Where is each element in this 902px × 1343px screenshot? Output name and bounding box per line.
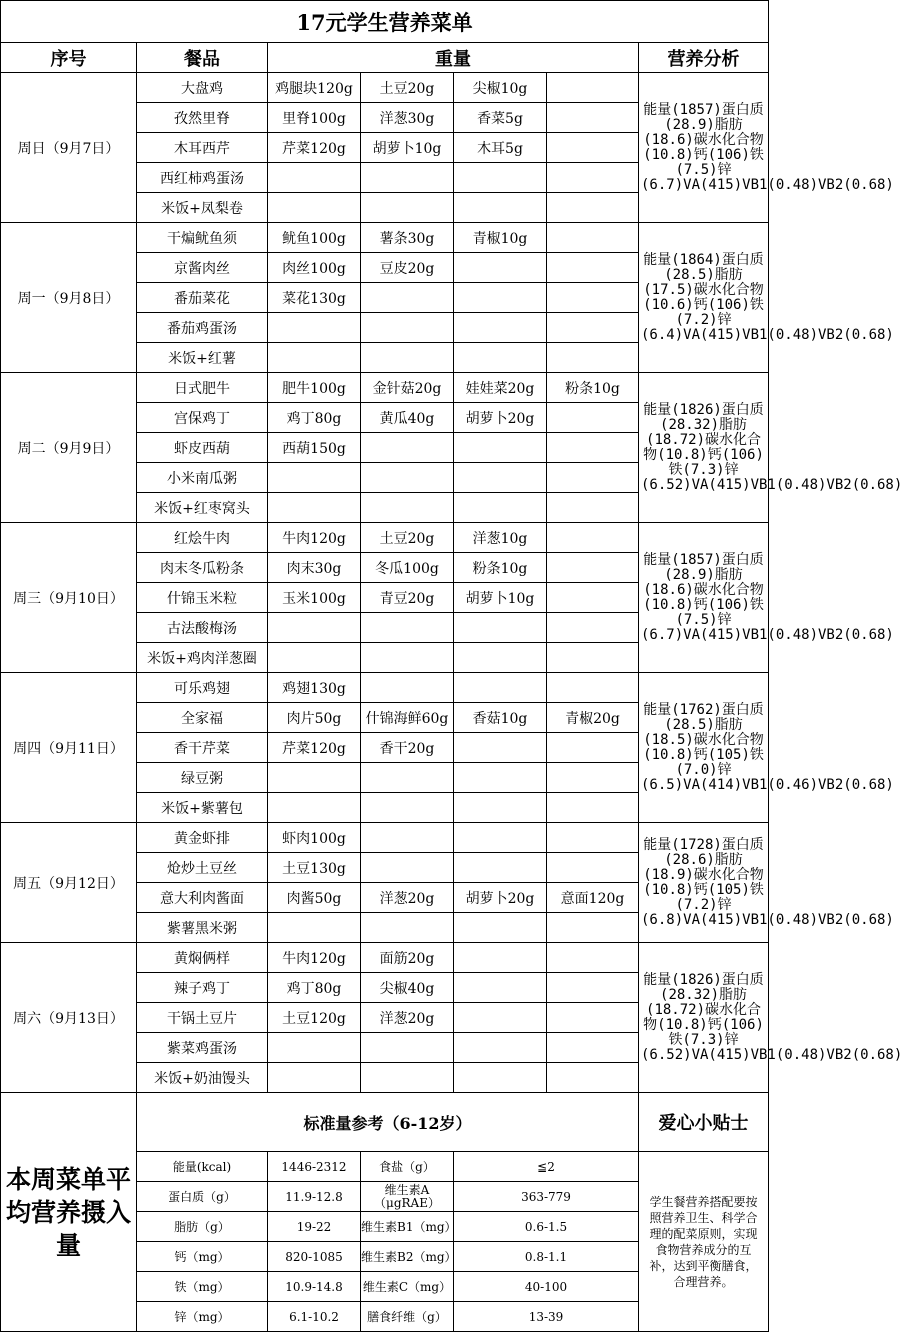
ingredient-weight bbox=[547, 403, 639, 433]
ingredient-weight bbox=[547, 313, 639, 343]
ingredient-weight bbox=[268, 463, 361, 493]
ingredient-weight: 肥牛100g bbox=[268, 373, 361, 403]
ingredient-weight bbox=[454, 613, 547, 643]
ingredient-weight bbox=[361, 283, 454, 313]
day-label: 周五（9月12日） bbox=[1, 823, 137, 943]
ingredient-weight: 肉酱50g bbox=[268, 883, 361, 913]
ingredient-weight bbox=[361, 343, 454, 373]
ingredient-weight bbox=[547, 643, 639, 673]
ingredient-weight bbox=[547, 823, 639, 853]
ingredient-weight bbox=[547, 73, 639, 103]
ingredient-weight bbox=[268, 493, 361, 523]
ingredient-weight: 胡萝卜10g bbox=[361, 133, 454, 163]
ingredient-weight bbox=[361, 673, 454, 703]
ingredient-weight bbox=[268, 1033, 361, 1063]
ingredient-weight bbox=[547, 943, 639, 973]
ingredient-weight: 土豆20g bbox=[361, 73, 454, 103]
menu-row bbox=[1, 223, 769, 253]
nutrient-name: 钙（mg） bbox=[137, 1242, 268, 1272]
ingredient-weight: 豆皮20g bbox=[361, 253, 454, 283]
dish-name: 米饭+奶油馒头 bbox=[137, 1063, 268, 1093]
nutrient-range: 6.1-10.2 bbox=[268, 1302, 361, 1332]
ingredient-weight: 粉条10g bbox=[454, 553, 547, 583]
ingredient-weight: 鱿鱼100g bbox=[268, 223, 361, 253]
ingredient-weight bbox=[547, 343, 639, 373]
ingredient-weight bbox=[268, 793, 361, 823]
ingredient-weight bbox=[454, 943, 547, 973]
nutrition-analysis: 能量(1826)蛋白质(28.32)脂肪(18.72)碳水化合物(10.8)钙(106)铁(7.3)锌(6.52)VA(415)VB1(0.48)VB2(0.68) bbox=[639, 943, 769, 1093]
ingredient-weight: 土豆20g bbox=[361, 523, 454, 553]
ingredient-weight bbox=[361, 913, 454, 943]
ingredient-weight: 尖椒40g bbox=[361, 973, 454, 1003]
ingredient-weight: 冬瓜100g bbox=[361, 553, 454, 583]
standard-reference-title: 标准量参考（6-12岁） bbox=[137, 1093, 639, 1152]
ingredient-weight bbox=[547, 1033, 639, 1063]
nutrient-name: 维生素B2（mg） bbox=[361, 1242, 454, 1272]
ingredient-weight: 面筋20g bbox=[361, 943, 454, 973]
ingredient-weight: 香干20g bbox=[361, 733, 454, 763]
ingredient-weight bbox=[547, 103, 639, 133]
ingredient-weight bbox=[547, 253, 639, 283]
nutrient-range: ≦2 bbox=[454, 1152, 639, 1182]
ingredient-weight bbox=[454, 463, 547, 493]
ingredient-weight: 虾肉100g bbox=[268, 823, 361, 853]
nutrient-name: 膳食纤维（g） bbox=[361, 1302, 454, 1332]
dish-name: 肉末冬瓜粉条 bbox=[137, 553, 268, 583]
ingredient-weight: 牛肉120g bbox=[268, 943, 361, 973]
menu-row bbox=[1, 673, 769, 703]
ingredient-weight bbox=[454, 283, 547, 313]
ingredient-weight bbox=[454, 673, 547, 703]
ingredient-weight: 玉米100g bbox=[268, 583, 361, 613]
ingredient-weight: 西葫150g bbox=[268, 433, 361, 463]
ingredient-weight bbox=[547, 1063, 639, 1093]
ingredient-weight: 胡萝卜20g bbox=[454, 883, 547, 913]
dish-name: 番茄鸡蛋汤 bbox=[137, 313, 268, 343]
dish-name: 意大利肉酱面 bbox=[137, 883, 268, 913]
menu-row bbox=[1, 523, 769, 553]
ingredient-weight bbox=[547, 913, 639, 943]
ingredient-weight bbox=[547, 493, 639, 523]
ingredient-weight: 青豆20g bbox=[361, 583, 454, 613]
menu-row bbox=[1, 943, 769, 973]
ingredient-weight bbox=[454, 1033, 547, 1063]
dish-name: 古法酸梅汤 bbox=[137, 613, 268, 643]
ingredient-weight bbox=[361, 763, 454, 793]
ingredient-weight: 土豆120g bbox=[268, 1003, 361, 1033]
nutrition-analysis: 能量(1857)蛋白质(28.9)脂肪(18.6)碳水化合物(10.8)钙(106)铁(7.5)锌(6.7)VA(415)VB1(0.48)VB2(0.68) bbox=[639, 73, 769, 223]
ingredient-weight: 意面120g bbox=[547, 883, 639, 913]
dish-name: 绿豆粥 bbox=[137, 763, 268, 793]
ingredient-weight bbox=[547, 853, 639, 883]
ingredient-weight: 金针菇20g bbox=[361, 373, 454, 403]
nutrient-name: 维生素A（μgRAE） bbox=[361, 1182, 454, 1212]
ingredient-weight: 洋葱20g bbox=[361, 1003, 454, 1033]
ingredient-weight: 鸡丁80g bbox=[268, 403, 361, 433]
dish-name: 辣子鸡丁 bbox=[137, 973, 268, 1003]
dish-name: 米饭+鸡肉洋葱圈 bbox=[137, 643, 268, 673]
ingredient-weight: 香菇10g bbox=[454, 703, 547, 733]
nutrient-name: 蛋白质（g） bbox=[137, 1182, 268, 1212]
header-seq: 序号 bbox=[1, 43, 137, 73]
dish-name: 干锅土豆片 bbox=[137, 1003, 268, 1033]
dish-name: 全家福 bbox=[137, 703, 268, 733]
day-label: 周六（9月13日） bbox=[1, 943, 137, 1093]
nutrient-range: 19-22 bbox=[268, 1212, 361, 1242]
nutrition-analysis: 能量(1762)蛋白质(28.5)脂肪(18.5)碳水化合物(10.8)钙(105)铁(7.0)锌(6.5)VA(414)VB1(0.46)VB2(0.68) bbox=[639, 673, 769, 823]
nutrient-range: 0.6-1.5 bbox=[454, 1212, 639, 1242]
ingredient-weight bbox=[547, 193, 639, 223]
ingredient-weight: 青椒10g bbox=[454, 223, 547, 253]
ingredient-weight bbox=[454, 253, 547, 283]
ingredient-weight bbox=[361, 1033, 454, 1063]
ingredient-weight: 黄瓜40g bbox=[361, 403, 454, 433]
dish-name: 米饭+紫薯包 bbox=[137, 793, 268, 823]
dish-name: 红烩牛肉 bbox=[137, 523, 268, 553]
nutrient-name: 脂肪（g） bbox=[137, 1212, 268, 1242]
nutrient-range: 0.8-1.1 bbox=[454, 1242, 639, 1272]
ingredient-weight bbox=[547, 673, 639, 703]
ingredient-weight bbox=[268, 613, 361, 643]
nutrient-name: 锌（mg） bbox=[137, 1302, 268, 1332]
menu-row bbox=[1, 373, 769, 403]
dish-name: 米饭+红薯 bbox=[137, 343, 268, 373]
dish-name: 米饭+凤梨卷 bbox=[137, 193, 268, 223]
ingredient-weight bbox=[547, 583, 639, 613]
ingredient-weight bbox=[361, 193, 454, 223]
ingredient-weight: 肉丝100g bbox=[268, 253, 361, 283]
ingredient-weight bbox=[454, 763, 547, 793]
nutrient-range: 1446-2312 bbox=[268, 1152, 361, 1182]
ingredient-weight bbox=[361, 313, 454, 343]
ingredient-weight: 里脊100g bbox=[268, 103, 361, 133]
ingredient-weight bbox=[454, 1063, 547, 1093]
nutrient-range: 40-100 bbox=[454, 1272, 639, 1302]
ingredient-weight bbox=[268, 343, 361, 373]
ingredient-weight bbox=[361, 643, 454, 673]
ingredient-weight bbox=[547, 553, 639, 583]
ingredient-weight: 粉条10g bbox=[547, 373, 639, 403]
ingredient-weight bbox=[361, 613, 454, 643]
ingredient-weight bbox=[454, 913, 547, 943]
nutrient-range: 11.9-12.8 bbox=[268, 1182, 361, 1212]
ingredient-weight: 香菜5g bbox=[454, 103, 547, 133]
menu-row bbox=[1, 823, 769, 853]
ingredient-weight: 芹菜120g bbox=[268, 733, 361, 763]
ingredient-weight bbox=[547, 763, 639, 793]
nutrient-name: 维生素C（mg） bbox=[361, 1272, 454, 1302]
ingredient-weight bbox=[268, 313, 361, 343]
day-label: 周一（9月8日） bbox=[1, 223, 137, 373]
ingredient-weight bbox=[268, 193, 361, 223]
menu-row bbox=[1, 73, 769, 103]
ingredient-weight bbox=[547, 733, 639, 763]
ingredient-weight: 青椒20g bbox=[547, 703, 639, 733]
dish-name: 日式肥牛 bbox=[137, 373, 268, 403]
dish-name: 米饭+红枣窝头 bbox=[137, 493, 268, 523]
dish-name: 宫保鸡丁 bbox=[137, 403, 268, 433]
ingredient-weight: 洋葱10g bbox=[454, 523, 547, 553]
nutrient-range: 13-39 bbox=[454, 1302, 639, 1332]
nutrition-analysis: 能量(1864)蛋白质(28.5)脂肪(17.5)碳水化合物(10.6)钙(106)铁(7.2)锌(6.4)VA(415)VB1(0.48)VB2(0.68) bbox=[639, 223, 769, 373]
nutrition-analysis: 能量(1826)蛋白质(28.32)脂肪(18.72)碳水化合物(10.8)钙(106)铁(7.3)锌(6.52)VA(415)VB1(0.48)VB2(0.68) bbox=[639, 373, 769, 523]
ingredient-weight bbox=[454, 343, 547, 373]
ingredient-weight bbox=[268, 913, 361, 943]
ingredient-weight bbox=[454, 733, 547, 763]
dish-name: 紫菜鸡蛋汤 bbox=[137, 1033, 268, 1063]
ingredient-weight: 什锦海鲜60g bbox=[361, 703, 454, 733]
ingredient-weight: 薯条30g bbox=[361, 223, 454, 253]
ingredient-weight bbox=[547, 433, 639, 463]
ingredient-weight bbox=[268, 1063, 361, 1093]
ingredient-weight bbox=[268, 763, 361, 793]
ingredient-weight bbox=[361, 433, 454, 463]
ingredient-weight: 胡萝卜20g bbox=[454, 403, 547, 433]
dish-name: 大盘鸡 bbox=[137, 73, 268, 103]
ingredient-weight: 肉片50g bbox=[268, 703, 361, 733]
ingredient-weight bbox=[268, 163, 361, 193]
nutrient-name: 食盐（g） bbox=[361, 1152, 454, 1182]
ingredient-weight: 木耳5g bbox=[454, 133, 547, 163]
nutrient-name: 能量(kcal) bbox=[137, 1152, 268, 1182]
ingredient-weight: 尖椒10g bbox=[454, 73, 547, 103]
ingredient-weight bbox=[454, 973, 547, 1003]
ingredient-weight bbox=[454, 493, 547, 523]
dish-name: 木耳西芹 bbox=[137, 133, 268, 163]
ingredient-weight bbox=[547, 163, 639, 193]
dish-name: 黄金虾排 bbox=[137, 823, 268, 853]
ingredient-weight: 肉末30g bbox=[268, 553, 361, 583]
ingredient-weight: 菜花130g bbox=[268, 283, 361, 313]
ingredient-weight bbox=[454, 193, 547, 223]
ingredient-weight bbox=[454, 853, 547, 883]
ingredient-weight bbox=[361, 493, 454, 523]
ingredient-weight bbox=[547, 523, 639, 553]
nutrient-range: 363-779 bbox=[454, 1182, 639, 1212]
ingredient-weight bbox=[361, 463, 454, 493]
ingredient-weight bbox=[361, 163, 454, 193]
header-weight: 重量 bbox=[268, 43, 639, 73]
header-dish: 餐品 bbox=[137, 43, 268, 73]
ingredient-weight bbox=[454, 643, 547, 673]
nutrition-analysis: 能量(1728)蛋白质(28.6)脂肪(18.9)碳水化合物(10.8)钙(105)铁(7.2)锌(6.8)VA(415)VB1(0.48)VB2(0.68) bbox=[639, 823, 769, 943]
ingredient-weight: 牛肉120g bbox=[268, 523, 361, 553]
ingredient-weight bbox=[361, 793, 454, 823]
ingredient-weight: 鸡丁80g bbox=[268, 973, 361, 1003]
dish-name: 小米南瓜粥 bbox=[137, 463, 268, 493]
ingredient-weight bbox=[361, 823, 454, 853]
ingredient-weight: 鸡腿块120g bbox=[268, 73, 361, 103]
day-label: 周四（9月11日） bbox=[1, 673, 137, 823]
day-label: 周日（9月7日） bbox=[1, 73, 137, 223]
ingredient-weight bbox=[454, 163, 547, 193]
ingredient-weight bbox=[268, 643, 361, 673]
nutrient-range: 820-1085 bbox=[268, 1242, 361, 1272]
dish-name: 西红柿鸡蛋汤 bbox=[137, 163, 268, 193]
weekly-average-label: 本周菜单平均营养摄入量 bbox=[1, 1093, 137, 1332]
ingredient-weight bbox=[361, 853, 454, 883]
dish-name: 紫薯黑米粥 bbox=[137, 913, 268, 943]
page-title: 17元学生营养菜单 bbox=[1, 1, 769, 43]
dish-name: 虾皮西葫 bbox=[137, 433, 268, 463]
dish-name: 黄焖俩样 bbox=[137, 943, 268, 973]
ingredient-weight bbox=[454, 313, 547, 343]
nutrient-range: 10.9-14.8 bbox=[268, 1272, 361, 1302]
header-nutrition: 营养分析 bbox=[639, 43, 769, 73]
ingredient-weight bbox=[454, 1003, 547, 1033]
dish-name: 香干芹菜 bbox=[137, 733, 268, 763]
dish-name: 干煸鱿鱼须 bbox=[137, 223, 268, 253]
ingredient-weight bbox=[547, 223, 639, 253]
ingredient-weight: 胡萝卜10g bbox=[454, 583, 547, 613]
ingredient-weight: 娃娃菜20g bbox=[454, 373, 547, 403]
ingredient-weight bbox=[454, 823, 547, 853]
ingredient-weight bbox=[547, 793, 639, 823]
ingredient-weight bbox=[547, 463, 639, 493]
day-label: 周三（9月10日） bbox=[1, 523, 137, 673]
dish-name: 孜然里脊 bbox=[137, 103, 268, 133]
dish-name: 番茄菜花 bbox=[137, 283, 268, 313]
dish-name: 可乐鸡翅 bbox=[137, 673, 268, 703]
ingredient-weight bbox=[547, 1003, 639, 1033]
ingredient-weight bbox=[547, 973, 639, 1003]
nutrition-analysis: 能量(1857)蛋白质(28.9)脂肪(18.6)碳水化合物(10.8)钙(106)铁(7.5)锌(6.7)VA(415)VB1(0.48)VB2(0.68) bbox=[639, 523, 769, 673]
ingredient-weight bbox=[547, 133, 639, 163]
ingredient-weight bbox=[547, 283, 639, 313]
ingredient-weight: 芹菜120g bbox=[268, 133, 361, 163]
ingredient-weight bbox=[454, 793, 547, 823]
tips-text: 学生餐营养搭配要按照营养卫生、科学合理的配菜原则，实现食物营养成分的互补，达到平衡膳食，合理营养。 bbox=[639, 1152, 769, 1332]
dish-name: 京酱肉丝 bbox=[137, 253, 268, 283]
ingredient-weight: 土豆130g bbox=[268, 853, 361, 883]
dish-name: 炝炒土豆丝 bbox=[137, 853, 268, 883]
dish-name: 什锦玉米粒 bbox=[137, 583, 268, 613]
ingredient-weight: 洋葱20g bbox=[361, 883, 454, 913]
ingredient-weight bbox=[454, 433, 547, 463]
tips-title: 爱心小贴士 bbox=[639, 1093, 769, 1152]
ingredient-weight: 洋葱30g bbox=[361, 103, 454, 133]
ingredient-weight: 鸡翅130g bbox=[268, 673, 361, 703]
day-label: 周二（9月9日） bbox=[1, 373, 137, 523]
nutrient-name: 铁（mg） bbox=[137, 1272, 268, 1302]
ingredient-weight bbox=[361, 1063, 454, 1093]
nutrient-name: 维生素B1（mg） bbox=[361, 1212, 454, 1242]
ingredient-weight bbox=[547, 613, 639, 643]
